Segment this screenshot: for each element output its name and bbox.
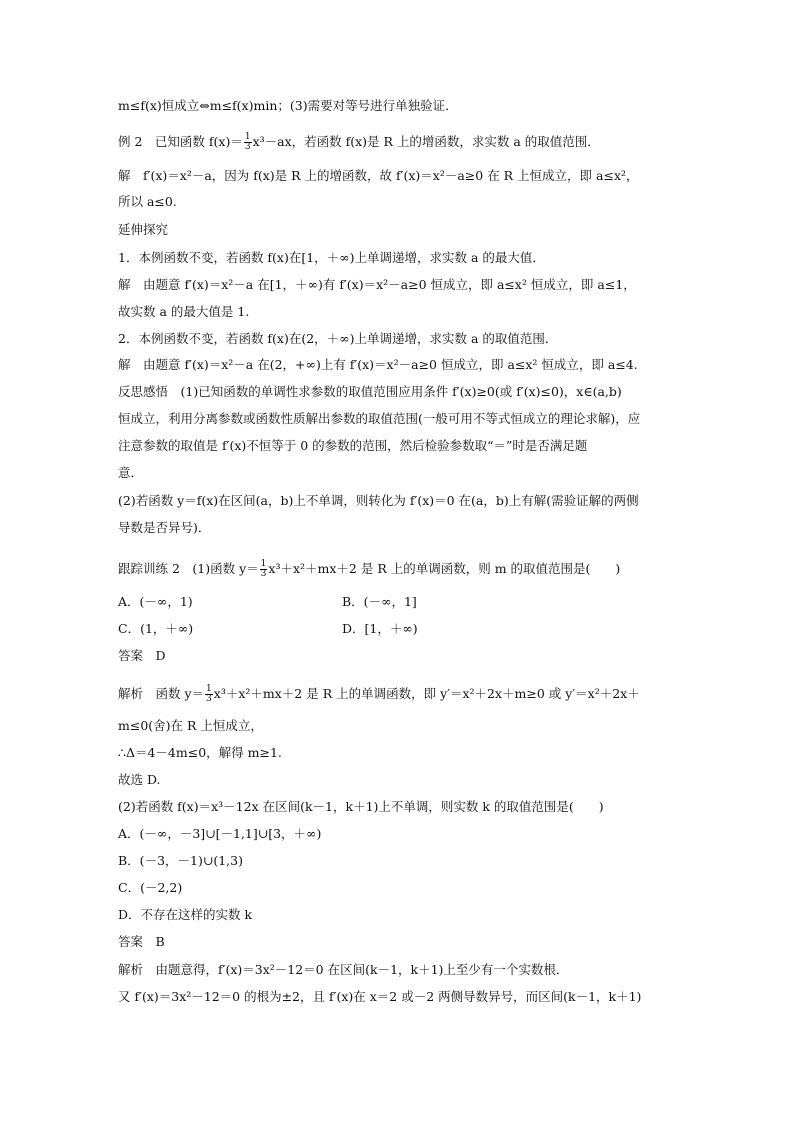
text-line: m≤0(舍)在 R 上恒成立， [118, 718, 263, 733]
text-line: 所以 a≤0. [118, 194, 177, 209]
fraction-one-third: $\frac{1}{3}$ [206, 684, 212, 704]
option-c: C．(1，＋∞) [118, 621, 194, 636]
answer-line: 答案 D [118, 648, 166, 663]
text-line: 反思感悟 (1)已知函数的单调性求参数的取值范围应用条件 f′(x)≥0(或 f′(x)≤0)，x∈(a,b) [118, 384, 622, 399]
text-line: 故选 D. [118, 772, 161, 787]
text-line: 导数是否异号)． [118, 520, 211, 535]
text-line: ∴Δ＝4－4m≤0，解得 m≥1. [118, 745, 282, 760]
text-line: 又 f′(x)＝3x²－12＝0 的根为±2，且 f′(x)在 x＝2 或－2 两侧导数异号，而区间(k－1，k＋1) [118, 989, 642, 1004]
option-d: D．[1，＋∞) [342, 621, 418, 636]
text-segment: x³＋x²＋mx＋2 是 R 上的单调函数，则 m 的取值范围是( ) [268, 561, 621, 576]
fraction-one-third: $\frac{1}{3}$ [260, 559, 267, 579]
exercise-2-line [118, 560, 620, 579]
text-line: 解析 由题意得，f′(x)＝3x²－12＝0 在区间(k－1，k＋1)上至少有一个实数根． [118, 962, 569, 977]
text-segment: 例 2 已知函数 f(x)＝ [118, 134, 243, 149]
text-line: 解 由题意 f′(x)＝x²－a 在(2，+∞)上有 f′(x)＝x²－a≥0 恒成立，即 a≤x² 恒成立，即 a≤4. [118, 357, 638, 372]
text-line: 注意参数的取值是 f′(x)不恒等于 0 的参数的范围，然后检验参数取“＝”时是否满足题 [118, 438, 588, 453]
section-heading: 延伸探究 [118, 222, 169, 237]
text-line: (2)若函数 y＝f(x)在区间(a，b)上不单调，则转化为 f′(x)＝0 在(a，b)上有解(需验证解的两侧 [118, 493, 639, 508]
option-b: B．(－∞，1] [342, 594, 417, 609]
text-line: 故实数 a 的最大值是 1. [118, 304, 250, 319]
answer-line: 答案 B [118, 934, 165, 949]
text-line: 1．本例函数不变，若函数 f(x)在[1，＋∞)上单调递增，求实数 a 的最大值． [118, 250, 545, 265]
text-segment: 解析 函数 y＝ [118, 686, 205, 701]
text-line: m≤f(x)恒成立⇔m≤f(x)min；(3)需要对等号进行单独验证． [118, 98, 458, 113]
solution-line [118, 685, 640, 704]
text-segment: 跟踪训练 2 (1)函数 y＝ [118, 561, 259, 576]
text-line: 恒成立，利用分离参数或函数性质解出参数的取值范围(一般可用不等式恒成立的理论求解)，应 [118, 411, 641, 426]
option-d: D．不存在这样的实数 k [118, 907, 253, 922]
text-line: (2)若函数 f(x)＝x³－12x 在区间(k－1，k＋1)上不单调，则实数 k 的取值范围是( ) [118, 799, 604, 814]
text-segment: x³＋x²＋mx＋2 是 R 上的单调函数，即 y′＝x²＋2x＋m≥0 或 y′＝x²＋2x＋ [213, 686, 640, 701]
text-line: 2．本例函数不变，若函数 f(x)在(2，＋∞)上单调递增，求实数 a 的取值范围． [118, 331, 558, 346]
text-line: 意． [118, 465, 144, 480]
option-a: A．(－∞，1) [118, 594, 193, 609]
example-2-line [118, 133, 600, 152]
text-line: 解 由题意 f′(x)＝x²－a 在[1，＋∞)有 f′(x)＝x²－a≥0 恒成立，即 a≤x² 恒成立，即 a≤1， [118, 277, 636, 292]
option-c: C．(－2,2) [118, 880, 183, 895]
option-b: B．(－3，－1)∪(1,3) [118, 853, 243, 868]
fraction-one-third: $\frac{1}{3}$ [244, 132, 251, 152]
text-line: 解 f′(x)＝x²－a，因为 f(x)是 R 上的增函数，故 f′(x)＝x²－a≥0 在 R 上恒成立，即 a≤x²， [118, 168, 639, 183]
text-segment: x³－ax，若函数 f(x)是 R 上的增函数，求实数 a 的取值范围． [252, 134, 600, 149]
option-a: A．(－∞，－3]∪[－1,1]∪[3，＋∞) [118, 826, 322, 841]
